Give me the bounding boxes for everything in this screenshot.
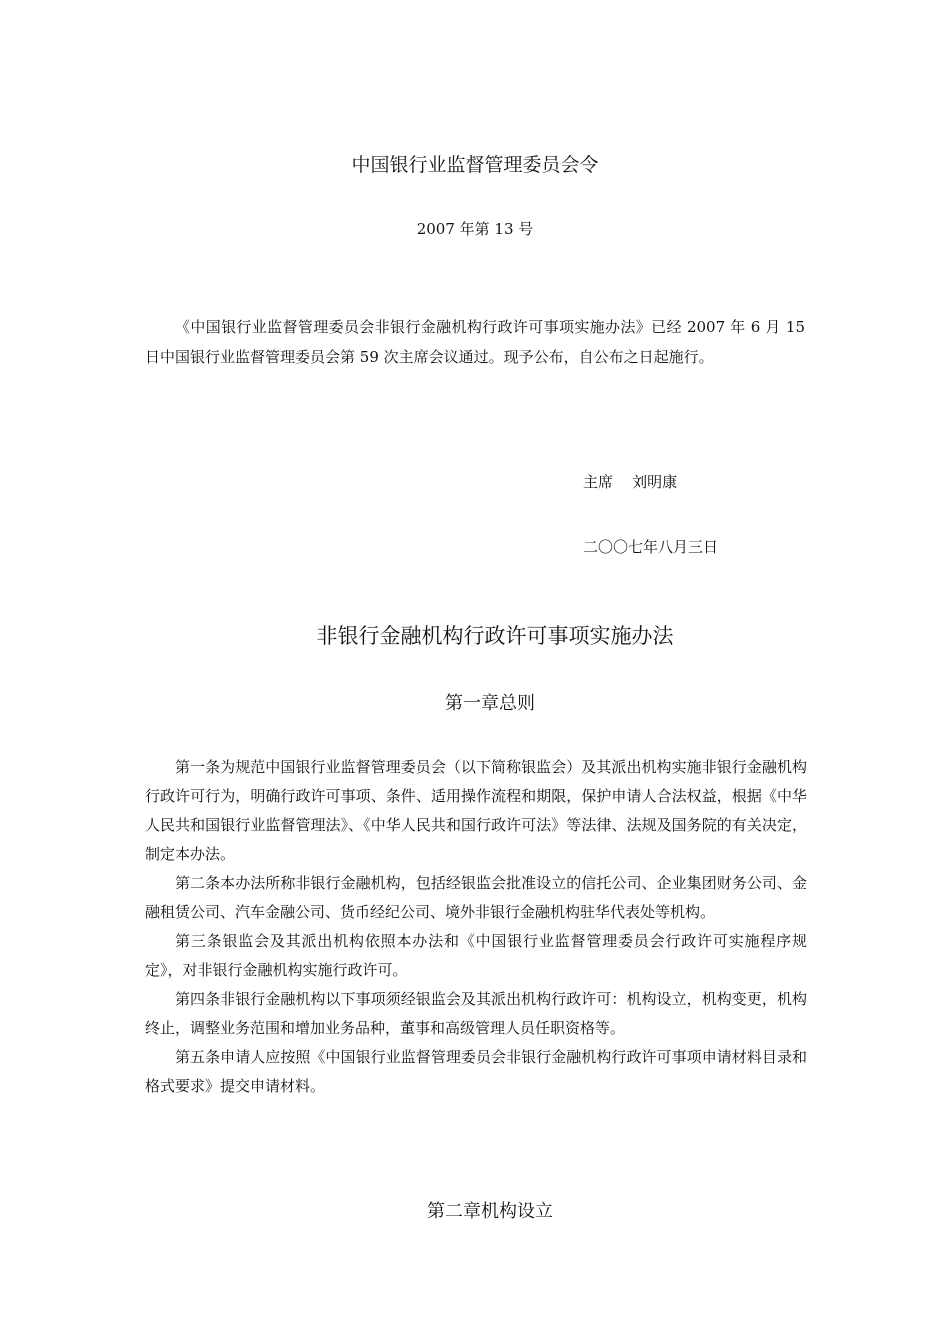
- article-paragraph: 第二条本办法所称非银行金融机构，包括经银监会批准设立的信托公司、企业集团财务公司、金融租赁公司、汽车金融公司、货币经纪公司、境外非银行金融机构驻华代表处等机构。: [145, 874, 807, 921]
- signature-date: 二〇〇七年八月三日: [583, 538, 719, 556]
- article-paragraph: 第五条申请人应按照《中国银行业监督管理委员会非银行金融机构行政许可事项申请材料目录和格式要求》提交申请材料。: [145, 1048, 807, 1095]
- order-number: 2007 年第 13 号: [416, 220, 534, 238]
- order-title: 中国银行业监督管理委员会令: [351, 154, 599, 176]
- chapter-heading: 第二章机构设立: [427, 1201, 553, 1222]
- article-paragraph: 第四条非银行金融机构以下事项须经银监会及其派出机构行政许可：机构设立，机构变更，机构终止，调整业务范围和增加业务品种，董事和高级管理人员任职资格等。: [145, 990, 807, 1037]
- chapter-heading: 第一章总则: [445, 693, 535, 714]
- article-list: [145, 753, 807, 1101]
- article-paragraph: 第一条为规范中国银行业监督管理委员会（以下简称银监会）及其派出机构实施非银行金融机构行政许可行为，明确行政许可事项、条件、适用操作流程和期限，保护申请人合法权益，根据《中华人民共和国银行业监督管理法》、《中华人民共和国行政许可法》等法律、法规及国务院的有关决定，制定本办法。: [145, 758, 807, 863]
- article-paragraph: 第三条银监会及其派出机构依照本办法和《中国银行业监督管理委员会行政许可实施程序规定》，对非银行金融机构实施行政许可。: [145, 932, 807, 979]
- signatory-line: 主席 刘明康: [583, 473, 678, 491]
- document-title: 非银行金融机构行政许可事项实施办法: [316, 624, 674, 648]
- intro-paragraph: 《中国银行业监督管理委员会非银行金融机构行政许可事项实施办法》已经 2007 年 6 月 15 日中国银行业监督管理委员会第 59 次主席会议通过。现予公布，自公布之日起施行。: [145, 318, 805, 366]
